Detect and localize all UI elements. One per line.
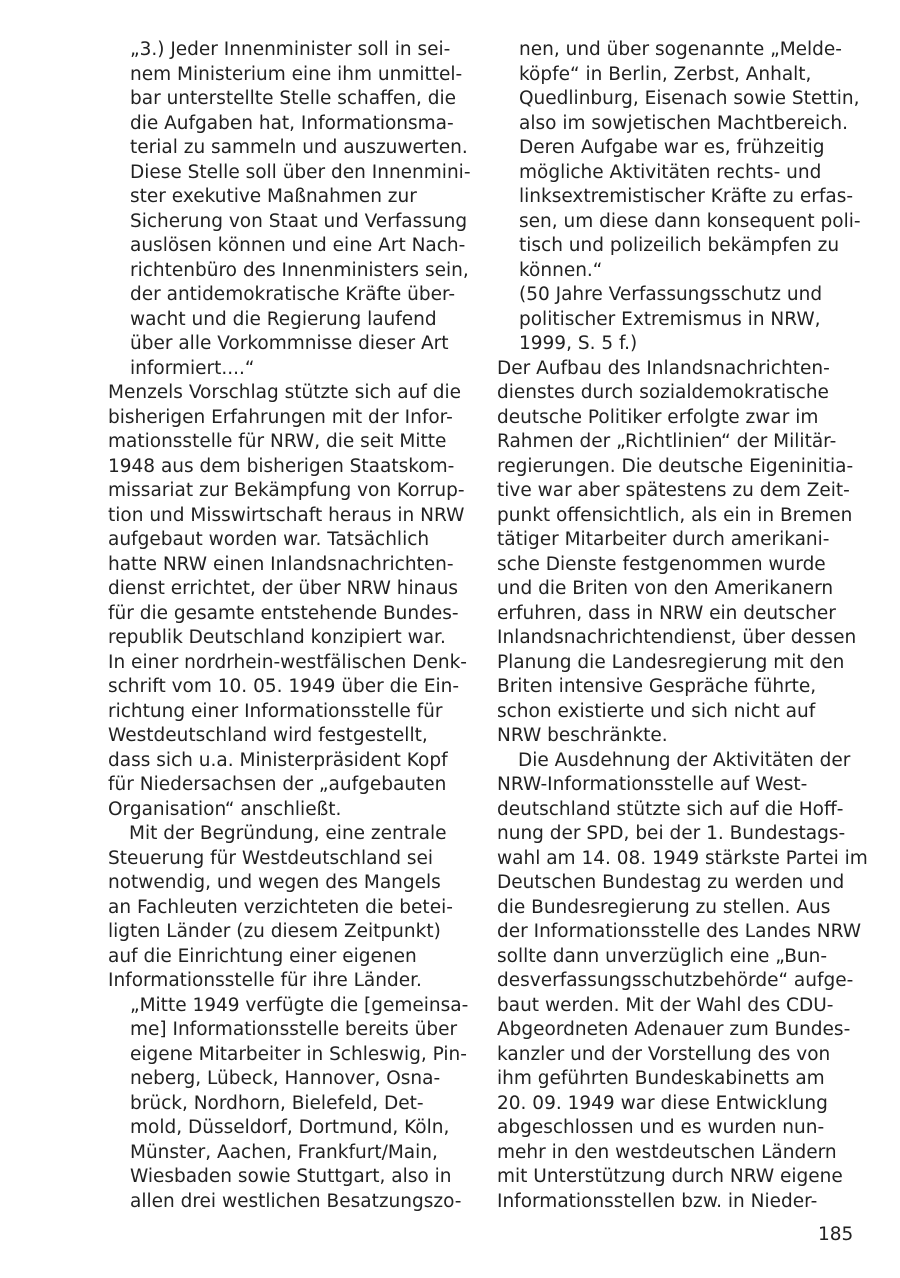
text-line: Sicherung von Staat und Verfassung xyxy=(130,210,468,232)
text-line: kanzler und der Vorstellung des von xyxy=(497,1043,831,1065)
text-line: die Bundesregierung zu stellen. Aus xyxy=(497,896,831,918)
text-line: richtung einer Informationsstelle für xyxy=(108,700,443,722)
text-line: für die gesamte entstehende Bundes- xyxy=(108,602,459,624)
text-line: deutschland stützte sich auf die Hoff- xyxy=(497,798,844,820)
text-line: mit Unterstützung durch NRW eigene xyxy=(497,1166,843,1187)
paragraph-first-line-indent xyxy=(108,822,463,994)
text-line: In einer nordrhein-westfälischen Denk- xyxy=(108,651,467,673)
text-line: sollte dann unverzüglich eine „Bun- xyxy=(497,945,828,967)
text-line: ligten Länder (zu diesem Zeitpunkt) xyxy=(108,921,441,942)
text-line: me] Informationsstelle bereits über xyxy=(130,1019,458,1040)
text-line: der antidemokratische Kräfte über- xyxy=(130,284,456,305)
text-line: Informationsstelle für ihre Länder. xyxy=(108,970,422,991)
right-text-column xyxy=(497,38,868,1214)
text-line: bar unterstellte Stelle schaffen, die xyxy=(130,88,456,109)
text-line: mögliche Aktivitäten rechts- und xyxy=(519,161,822,183)
paragraph xyxy=(108,381,467,822)
text-line: deutsche Politiker erfolgte zwar im xyxy=(497,406,819,428)
text-line: über alle Vorkommnisse dieser Art xyxy=(130,333,449,354)
text-line: linksextremistischer Kräfte zu erfas- xyxy=(519,186,854,207)
text-line: Deutschen Bundestag zu werden und xyxy=(497,872,845,893)
text-line: ihm geführten Bundeskabinetts am xyxy=(497,1068,825,1089)
text-line: für Niedersachsen der „aufgebauten xyxy=(108,774,447,795)
text-line: dass sich u.a. Ministerpräsident Kopf xyxy=(108,749,448,771)
text-line: NRW-Informationsstelle auf West- xyxy=(497,774,808,795)
text-line: wahl am 14. 08. 1949 stärkste Partei im xyxy=(497,847,868,869)
text-line: Die Ausdehnung der Aktivitäten der xyxy=(518,749,851,771)
text-line: Organisation“ anschließt. xyxy=(108,798,342,820)
text-line: (50 Jahre Verfassungsschutz und xyxy=(519,284,823,305)
text-line: Steuerung für Westdeutschland sei xyxy=(108,847,433,869)
text-line: „Mitte 1949 verfügte die [gemeinsa- xyxy=(130,994,469,1016)
text-line: terial zu sammeln und auszuwerten. xyxy=(130,137,468,158)
text-line: sche Dienste festgenommen wurde xyxy=(497,553,826,575)
text-line: allen drei westlichen Besatzungszo- xyxy=(130,1190,462,1212)
text-line: hatte NRW einen Inlandsnachrichten- xyxy=(108,553,454,575)
text-line: können.“ xyxy=(519,259,603,281)
text-line: Rahmen der „Richtlinien“ der Militär- xyxy=(497,431,837,452)
text-line: Diese Stelle soll über den Innenmini- xyxy=(130,161,471,183)
text-line: auslösen können und eine Art Nach- xyxy=(130,235,466,256)
text-line: missariat zur Bekämpfung von Korrup- xyxy=(108,480,465,501)
paragraph xyxy=(497,773,868,1214)
text-line: die Aufgaben hat, Informationsma- xyxy=(130,112,454,134)
text-line: politischer Extremismus in NRW, xyxy=(519,308,821,330)
text-line: schrift vom 10. 05. 1949 über die Ein- xyxy=(108,676,460,697)
left-text-column xyxy=(108,38,471,1214)
text-line: tion und Misswirtschaft heraus in NRW xyxy=(108,504,465,526)
block-quote xyxy=(108,38,471,381)
text-line: auf die Einrichtung einer eigenen xyxy=(108,945,417,967)
text-line: bisherigen Erfahrungen mit der Infor- xyxy=(108,406,453,428)
text-line: Menzels Vorschlag stützte sich auf die xyxy=(108,382,461,403)
text-line: schon existierte und sich nicht auf xyxy=(497,700,816,722)
page-number: 185 xyxy=(818,1224,854,1245)
text-line: regierungen. Die deutsche Eigeninitia- xyxy=(497,455,854,477)
text-line: und die Briten von den Amerikanern xyxy=(497,578,834,599)
text-line: notwendig, und wegen des Mangels xyxy=(108,872,441,893)
text-line: wacht und die Regierung laufend xyxy=(130,308,437,330)
text-line: ster exekutive Maßnahmen zur xyxy=(130,186,417,207)
text-line: Inlandsnachrichtendienst, über dessen xyxy=(497,627,857,648)
text-line: nung der SPD, bei der 1. Bundestags- xyxy=(497,823,846,844)
text-line: dienst errichtet, der über NRW hinaus xyxy=(108,578,459,599)
text-line: punkt offensichtlich, als ein in Bremen xyxy=(497,504,853,526)
text-line: Informationsstellen bzw. in Nieder- xyxy=(497,1190,818,1212)
text-line: Der Aufbau des Inlandsnachrichten- xyxy=(497,357,830,379)
text-line: aufgebaut worden war. Tatsächlich xyxy=(108,529,430,550)
text-line: der Informationsstelle des Landes NRW xyxy=(497,921,862,942)
text-line: baut werden. Mit der Wahl des CDU- xyxy=(497,994,834,1016)
text-line: mehr in den westdeutschen Ländern xyxy=(497,1141,837,1163)
text-line: 1948 aus dem bisherigen Staatskom- xyxy=(108,455,455,477)
block-quote xyxy=(497,38,861,357)
text-line: Münster, Aachen, Frankfurt/Main, xyxy=(130,1141,438,1163)
block-quote xyxy=(108,994,469,1215)
text-line: eigene Mitarbeiter in Schleswig, Pin- xyxy=(130,1043,467,1065)
text-line: informiert....“ xyxy=(130,357,255,379)
paragraph xyxy=(497,357,857,749)
paragraph-first-line-indent xyxy=(497,749,853,774)
text-line: köpfe“ in Berlin, Zerbst, Anhalt, xyxy=(519,63,812,85)
text-line: sen, um diese dann konsequent poli- xyxy=(519,210,861,232)
text-line: mold, Düsseldorf, Dortmund, Köln, xyxy=(130,1117,450,1138)
text-line: Planung die Landesregierung mit den xyxy=(497,651,845,673)
text-line: „3.) Jeder Innenminister soll in sei- xyxy=(130,39,451,60)
text-line: tive war aber spätestens zu dem Zeit- xyxy=(497,480,850,501)
text-line: desverfassungsschutzbehörde“ aufge- xyxy=(497,970,854,991)
text-line: richtenbüro des Innenministers sein, xyxy=(130,259,469,281)
text-line: Wiesbaden sowie Stuttgart, also in xyxy=(130,1166,452,1187)
text-line: 1999, S. 5 f.) xyxy=(519,333,638,354)
text-line: neberg, Lübeck, Hannover, Osna- xyxy=(130,1068,441,1089)
text-line: an Fachleuten verzichteten die betei- xyxy=(108,896,453,918)
text-line: Westdeutschland wird festgestellt, xyxy=(108,725,428,746)
text-line: nen, und über sogenannte „Melde- xyxy=(519,39,842,60)
text-line: dienstes durch sozialdemokratische xyxy=(497,382,829,403)
text-line: brück, Nordhorn, Bielefeld, Det- xyxy=(130,1092,424,1114)
text-line: Abgeordneten Adenauer zum Bundes- xyxy=(497,1019,851,1040)
text-line: tisch und polizeilich bekämpfen zu xyxy=(519,235,840,256)
text-line: mationsstelle für NRW, die seit Mitte xyxy=(108,431,447,452)
text-line: Deren Aufgabe war es, frühzeitig xyxy=(519,137,825,158)
text-line: 20. 09. 1949 war diese Entwicklung xyxy=(497,1092,828,1114)
text-line: Briten intensive Gespräche führte, xyxy=(497,676,817,697)
text-line: Quedlinburg, Eisenach sowie Stettin, xyxy=(519,88,860,109)
text-line: also im sowjetischen Machtbereich. xyxy=(519,112,848,134)
text-line: republik Deutschland konzipiert war. xyxy=(108,627,446,648)
text-line: nem Ministerium eine ihm unmittel- xyxy=(130,63,463,85)
text-line: erfuhren, dass in NRW ein deutscher xyxy=(497,602,836,624)
text-line: abgeschlossen und es wurden nun- xyxy=(497,1117,825,1138)
text-line: NRW beschränkte. xyxy=(497,725,668,746)
text-line: tätiger Mitarbeiter durch amerikani- xyxy=(497,529,830,550)
text-line: Mit der Begründung, eine zentrale xyxy=(129,823,447,844)
